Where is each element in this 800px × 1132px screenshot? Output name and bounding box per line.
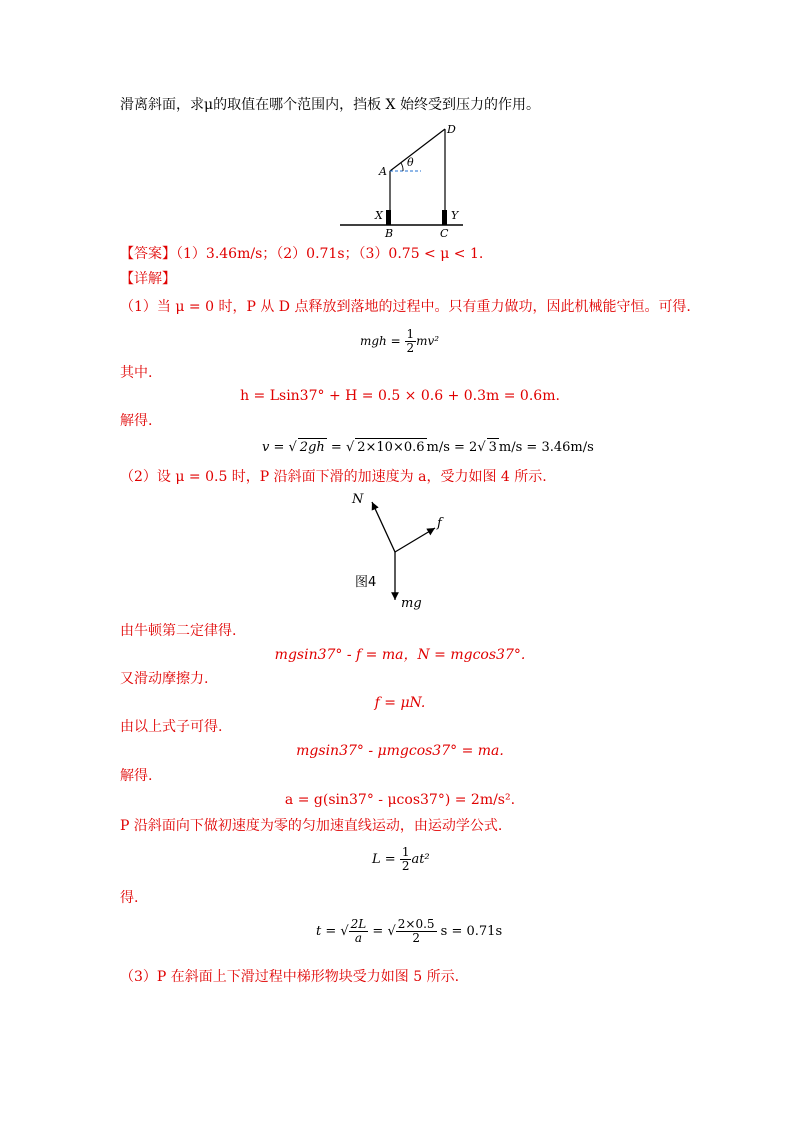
eq3: v = √ 2gh = √ 2×10×0.6 m/s = 2√ 3 m/s = 3.46m/s [262, 440, 594, 455]
part1-intro: （1）当 μ = 0 时，P 从 D 点释放到落地的过程中。只有重力做功，因此机械能守恒。可得. [120, 299, 691, 315]
label-Y: Y [451, 209, 459, 222]
block-X [386, 210, 391, 225]
where-label: 其中. [120, 365, 153, 381]
sqrt-numbers: 2×10×0.6 [357, 440, 425, 455]
force-N-arrow [372, 502, 395, 552]
eq6: mgsin37° - μmgcos37° = ma. [296, 743, 504, 759]
explain-tag: 【详解】 [120, 271, 176, 287]
solve-label-2: 解得. [120, 768, 153, 784]
label-N: N [352, 492, 364, 507]
get-label: 得. [120, 890, 139, 906]
figure4-caption: 图4 [355, 575, 377, 590]
angle-arc [401, 163, 403, 171]
newton-label: 由牛顿第二定律得. [120, 623, 237, 639]
label-A: A [379, 165, 387, 178]
label-D: D [447, 123, 456, 136]
solve-label-1: 解得. [120, 413, 153, 429]
block-Y [442, 210, 447, 225]
incline-AD [390, 129, 445, 171]
friction-label: 又滑动摩擦力. [120, 671, 209, 687]
part3-intro: （3）P 在斜面上下滑过程中梯形物块受力如图 5 所示. [120, 969, 460, 985]
eq9: t = √ $\frac{2L}{a}$ = √ $\frac{2\times 0.5}{2}$ s = 0.71s [316, 917, 503, 945]
eq5: f = μN. [374, 695, 426, 711]
force-diagram [345, 490, 455, 615]
label-mg: mg [401, 596, 422, 611]
eq8-fraction: $\frac{1}{2}$ [401, 845, 410, 873]
force-f-arrow [395, 528, 435, 552]
part2-intro: （2）设 μ = 0.5 时，P 沿斜面下滑的加速度为 a，受力如图 4 所示. [120, 469, 547, 485]
eq9-fraction-2: $\frac{2\times 0.5}{2}$ [397, 917, 435, 945]
motion-label: P 沿斜面向下做初速度为零的匀加速直线运动，由运动学公式. [120, 818, 503, 834]
eq2: h = Lsin37° + H = 0.5 × 0.6 + 0.3m = 0.6m. [240, 388, 560, 404]
question-text: 滑离斜面，求μ的取值在哪个范围内，挡板 X 始终受到压力的作用。 [120, 97, 540, 113]
incline-diagram [335, 120, 475, 238]
combine-label: 由以上式子可得. [120, 719, 223, 735]
label-theta: θ [407, 156, 414, 169]
answer-tag: 【答案】 [120, 246, 176, 262]
eq8: L = $\frac{1}{2}$ at² [372, 845, 430, 873]
label-X: X [375, 209, 383, 222]
eq1: mgh = $\frac{1}{2}$ mv² [360, 327, 440, 355]
eq7: a = g(sin37° - μcos37°) = 2m/s². [284, 792, 516, 808]
answer-text: （1）3.46m/s；（2）0.71s；（3）0.75 < μ < 1. [176, 246, 484, 262]
answer-line [120, 245, 483, 263]
label-B: B [385, 227, 394, 238]
eq1-fraction: $\frac{1}{2}$ [406, 327, 415, 355]
sqrt-2gh: 2gh [299, 440, 325, 455]
label-C: C [440, 227, 449, 238]
sqrt-3: 3 [488, 440, 497, 455]
eq4: mgsin37° - f = ma，N = mgcos37°. [274, 647, 526, 663]
label-f: f [437, 516, 442, 531]
eq9-fraction-1: $\frac{2L}{a}$ [350, 917, 367, 945]
